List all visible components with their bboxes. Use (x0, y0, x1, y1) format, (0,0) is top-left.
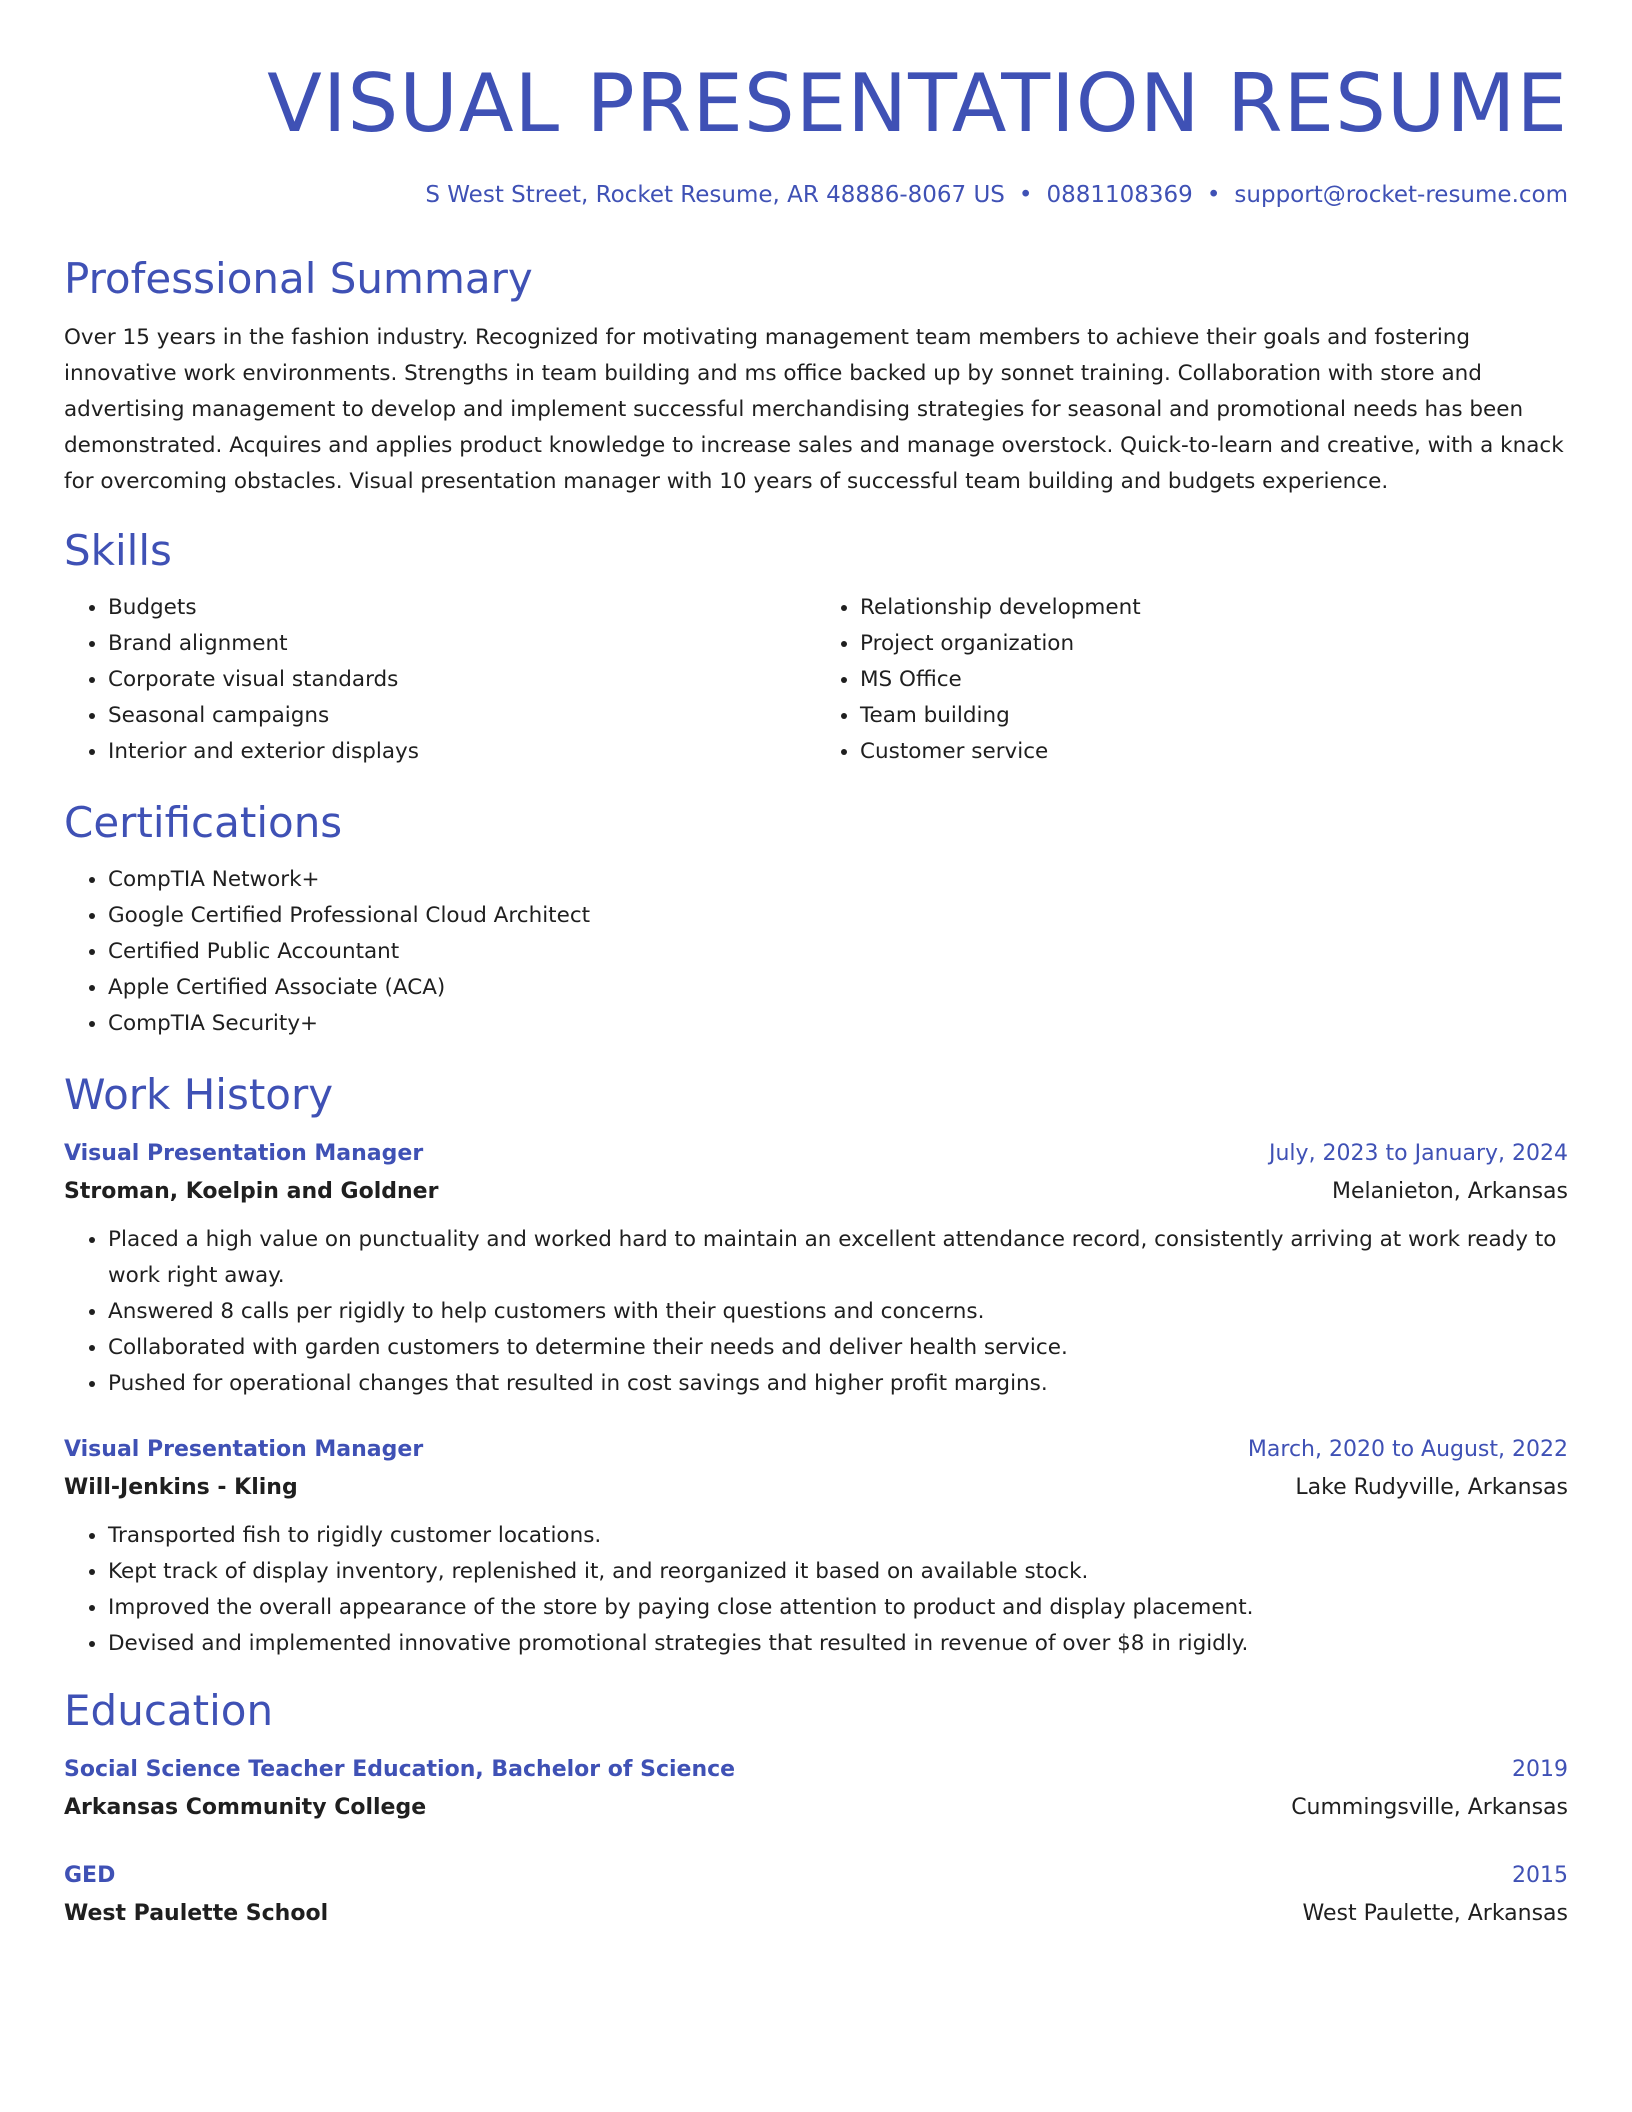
contact-separator: • (1206, 182, 1221, 208)
skill-item: • Interior and exterior displays (108, 734, 816, 770)
education-section (64, 1684, 1568, 1934)
skills-section (64, 524, 1568, 770)
certifications-heading: Certifications (64, 798, 343, 847)
job-location: Lake Rudyville, Arkansas (1295, 1475, 1568, 1500)
education-entry (64, 1752, 1568, 1828)
skill-item: • MS Office (860, 662, 1568, 698)
job-dates: March, 2020 to August, 2022 (1247, 1437, 1568, 1462)
job-title: Visual Presentation Manager (64, 1437, 424, 1462)
certification-item: • Google Certified Professional Cloud Architect (108, 898, 1568, 934)
contact-phone: 0881108369 (1046, 182, 1193, 208)
job-location: Melanieton, Arkansas (1332, 1179, 1568, 1204)
job-entry (64, 1432, 1568, 1662)
education-school: West Paulette School (64, 1901, 329, 1926)
resume-title: VISUAL PRESENTATION RESUME (267, 57, 1568, 150)
certifications-list (64, 862, 1568, 1042)
skills-list-left (64, 590, 816, 770)
contact-email: support@rocket-resume.com (1234, 182, 1568, 208)
job-bullets (64, 1222, 1568, 1402)
skills-heading: Skills (64, 526, 172, 575)
contact-separator: • (1018, 182, 1033, 208)
certification-item: • Certified Public Accountant (108, 934, 1568, 970)
skill-item: • Project organization (860, 626, 1568, 662)
education-degree-row (64, 1752, 1568, 1788)
education-degree-row (64, 1858, 1568, 1894)
job-bullets (64, 1518, 1568, 1662)
skill-item: • Seasonal campaigns (108, 698, 816, 734)
education-location: Cummingsville, Arkansas (1291, 1795, 1568, 1820)
job-dates: July, 2023 to January, 2024 (1269, 1141, 1568, 1166)
education-degree: GED (64, 1863, 116, 1888)
job-bullet: • Answered 8 calls per rigidly to help customers with their questions and concerns. (108, 1294, 1568, 1330)
certification-item: • Apple Certified Associate (ACA) (108, 970, 1568, 1006)
job-bullet: • Collaborated with garden customers to determine their needs and deliver health service. (108, 1330, 1568, 1366)
skill-item: • Team building (860, 698, 1568, 734)
skill-item: • Relationship development (860, 590, 1568, 626)
job-entry (64, 1136, 1568, 1402)
education-year: 2015 (1512, 1863, 1568, 1888)
job-title-row (64, 1432, 1568, 1468)
skill-item: • Customer service (860, 734, 1568, 770)
education-degree: Social Science Teacher Education, Bachelor of Science (64, 1757, 736, 1782)
job-bullet: • Transported fish to rigidly customer locations. (108, 1518, 1568, 1554)
summary-section (64, 252, 1568, 500)
certification-item: • CompTIA Network+ (108, 862, 1568, 898)
job-company-row (64, 1172, 1568, 1212)
job-bullet: • Pushed for operational changes that resulted in cost savings and higher profit margins. (108, 1366, 1568, 1402)
education-school: Arkansas Community College (64, 1795, 427, 1820)
skills-columns (64, 578, 1568, 770)
work-history-heading: Work History (64, 1070, 334, 1119)
job-bullet: • Placed a high value on punctuality and worked hard to maintain an excellent attendance record, consistently arriving at work ready to work right away. (108, 1222, 1568, 1294)
education-heading: Education (64, 1686, 274, 1735)
job-company: Will-Jenkins - Kling (64, 1475, 298, 1500)
contact-line (64, 180, 1568, 210)
summary-heading: Professional Summary (64, 254, 533, 303)
skill-item: • Budgets (108, 590, 816, 626)
job-company-row (64, 1468, 1568, 1508)
education-year: 2019 (1512, 1757, 1568, 1782)
job-bullet: • Improved the overall appearance of the store by paying close attention to product and display placement. (108, 1590, 1568, 1626)
certifications-section (64, 796, 1568, 1042)
job-bullet: • Devised and implemented innovative promotional strategies that resulted in revenue of over $8 in rigidly. (108, 1626, 1568, 1662)
job-company: Stroman, Koelpin and Goldner (64, 1179, 439, 1204)
job-bullet: • Kept track of display inventory, replenished it, and reorganized it based on available stock. (108, 1554, 1568, 1590)
certification-item: • CompTIA Security+ (108, 1006, 1568, 1042)
job-title-row (64, 1136, 1568, 1172)
education-school-row (64, 1894, 1568, 1934)
summary-text: Over 15 years in the fashion industry. Recognized for motivating management team members to achieve their goals and fostering innovative work environments. Strengths in team building and ms office backed up by sonnet training. Collaboration with store and advertising management to develop and implement successful merchandising strategies for seasonal and promotional needs has been demonstrated. Acquires and applies product knowledge to increase sales and manage overstock. Quick-to-learn and creative, with a knack for overcoming obstacles. Visual presentation manager with 10 years of successful team building and budgets experience. (64, 325, 1564, 494)
skill-item: • Brand alignment (108, 626, 816, 662)
contact-address: S West Street, Rocket Resume, AR 48886-8067 US (425, 182, 1005, 208)
skills-list-right (816, 590, 1568, 770)
education-location: West Paulette, Arkansas (1302, 1901, 1568, 1926)
work-history-section (64, 1068, 1568, 1662)
skill-item: • Corporate visual standards (108, 662, 816, 698)
job-title: Visual Presentation Manager (64, 1141, 424, 1166)
education-entry (64, 1858, 1568, 1934)
education-school-row (64, 1788, 1568, 1828)
